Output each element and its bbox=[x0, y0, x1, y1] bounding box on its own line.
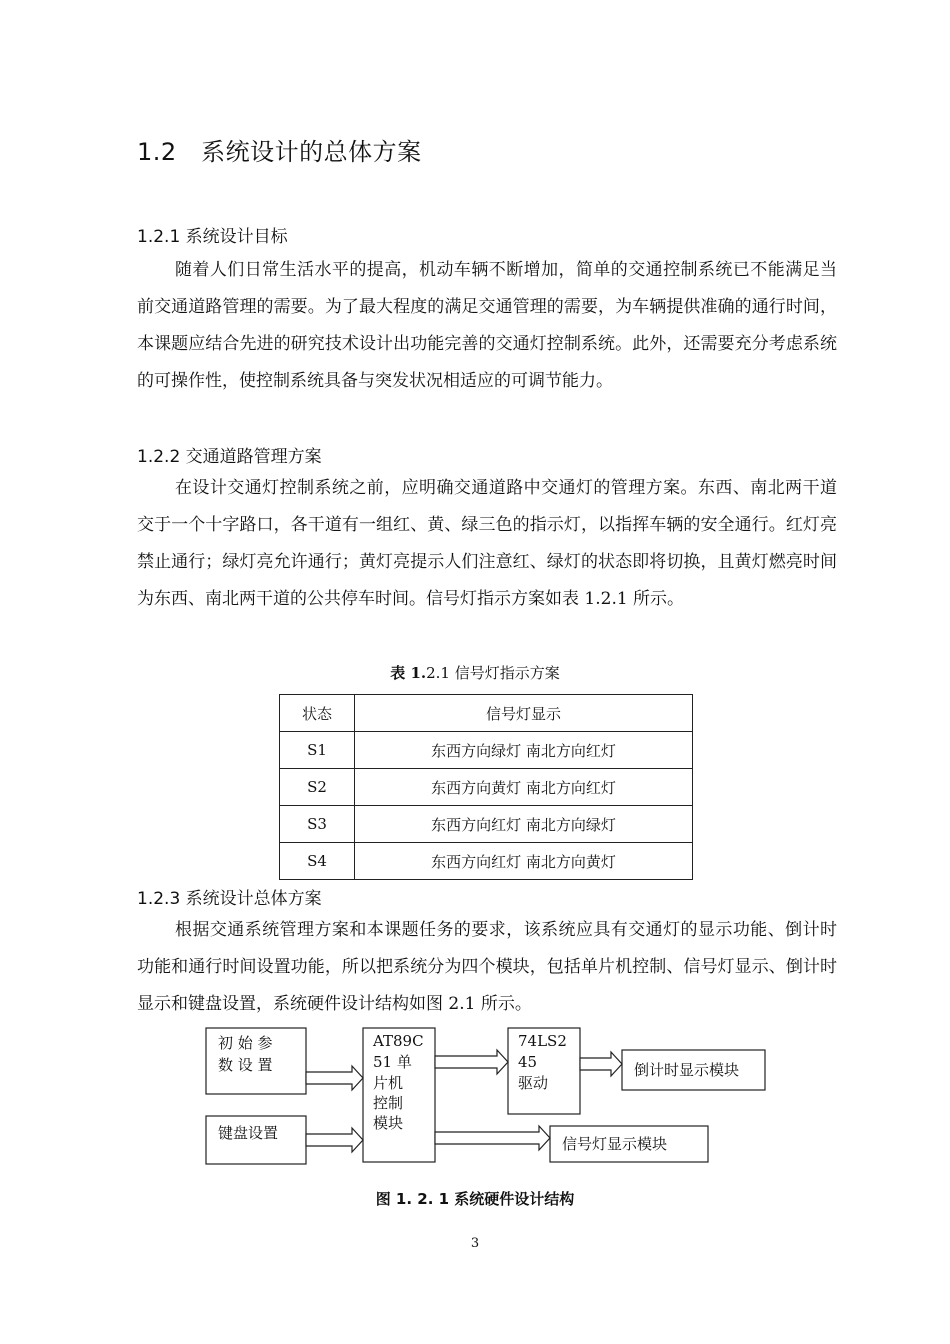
table-row bbox=[280, 769, 693, 806]
table-caption bbox=[0, 662, 950, 683]
table-header-cell: 状态 bbox=[280, 695, 355, 732]
init-params-line-2: 数 设 置 bbox=[218, 1056, 273, 1074]
driver-line-1: 74LS2 bbox=[518, 1032, 567, 1050]
table-row bbox=[280, 806, 693, 843]
table-cell-state: S4 bbox=[280, 843, 355, 880]
page-number: 3 bbox=[470, 1236, 480, 1251]
mcu-line-4: 控制 bbox=[373, 1094, 404, 1112]
table-cell-signal: 东西方向红灯 南北方向绿灯 bbox=[355, 806, 693, 843]
table-cell-signal: 东西方向黄灯 南北方向红灯 bbox=[355, 769, 693, 806]
mcu-line-5: 模块 bbox=[373, 1114, 404, 1132]
arrow-mcu-to-driver bbox=[435, 1050, 508, 1074]
table-cell-state: S2 bbox=[280, 769, 355, 806]
section-heading: 1.2 系统设计的总体方案 bbox=[137, 138, 422, 166]
paragraph-traffic-management: 在设计交通灯控制系统之前，应明确交通道路中交通灯的管理方案。东西、南北两干道交于一个十字路口，各干道有一组红、黄、绿三色的指示灯，以指挥车辆的安全通行。红灯亮禁止通行；绿灯亮允许通行；黄灯亮提示人们注意红、绿灯的状态即将切换，且黄灯燃亮时间为东西、南北两干道的公共停车时间。信号灯指示方案如表 1.2.1 所示。 bbox=[137, 478, 837, 609]
table-header-row bbox=[280, 695, 693, 732]
figure-caption: 图 1. 2. 1 系统硬件设计结构 bbox=[375, 1190, 575, 1208]
mcu-line-3: 片机 bbox=[373, 1074, 404, 1092]
paragraph-design-goal: 随着人们日常生活水平的提高，机动车辆不断增加，简单的交通控制系统已不能满足当前交通道路管理的需要。为了最大程度的满足交通管理的需要，为车辆提供准确的通行时间，本课题应结合先进的研究技术设计出功能完善的交通灯控制系统。此外，还需要充分考虑系统的可操作性，使控制系统具备与突发状况相适应的可调节能力。 bbox=[137, 260, 837, 391]
table-row bbox=[280, 843, 693, 880]
keyboard-label: 键盘设置 bbox=[218, 1124, 279, 1142]
table-cell-state: S1 bbox=[280, 732, 355, 769]
signal-label: 信号灯显示模块 bbox=[562, 1135, 668, 1153]
table-cell-signal: 东西方向绿灯 南北方向红灯 bbox=[355, 732, 693, 769]
table-cell-signal: 东西方向红灯 南北方向黄灯 bbox=[355, 843, 693, 880]
subsection-heading-3: 1.2.3 系统设计总体方案 bbox=[137, 889, 322, 909]
table-row bbox=[280, 732, 693, 769]
arrow-init-to-mcu bbox=[306, 1066, 363, 1090]
signal-table bbox=[279, 694, 693, 880]
paragraph-overall-scheme: 根据交通系统管理方案和本课题任务的要求，该系统应具有交通灯的显示功能、倒计时功能和通行时间设置功能，所以把系统分为四个模块，包括单片机控制、信号灯显示、倒计时显示和键盘设置，系统硬件设计结构如图 2.1 所示。 bbox=[137, 920, 837, 1014]
table-cell-state: S3 bbox=[280, 806, 355, 843]
init-params-line-1: 初 始 参 bbox=[218, 1034, 273, 1052]
hardware-structure-diagram bbox=[190, 1020, 780, 1180]
mcu-line-2: 51 单 bbox=[373, 1053, 412, 1071]
mcu-line-1: AT89C bbox=[373, 1032, 424, 1050]
arrow-driver-to-countdown bbox=[580, 1052, 622, 1076]
driver-line-3: 驱动 bbox=[518, 1074, 549, 1092]
driver-line-2: 45 bbox=[518, 1053, 538, 1071]
subsection-heading-2: 1.2.2 交通道路管理方案 bbox=[137, 447, 322, 467]
arrow-keyboard-to-mcu bbox=[306, 1128, 363, 1152]
countdown-label: 倒计时显示模块 bbox=[634, 1061, 740, 1079]
subsection-heading-1: 1.2.1 系统设计目标 bbox=[137, 227, 288, 247]
table-caption-text: 2.1 信号灯指示方案 bbox=[426, 664, 560, 682]
arrow-mcu-to-signal bbox=[435, 1126, 550, 1150]
table-caption-label: 表 1. bbox=[390, 664, 427, 682]
table-header-cell: 信号灯显示 bbox=[355, 695, 693, 732]
